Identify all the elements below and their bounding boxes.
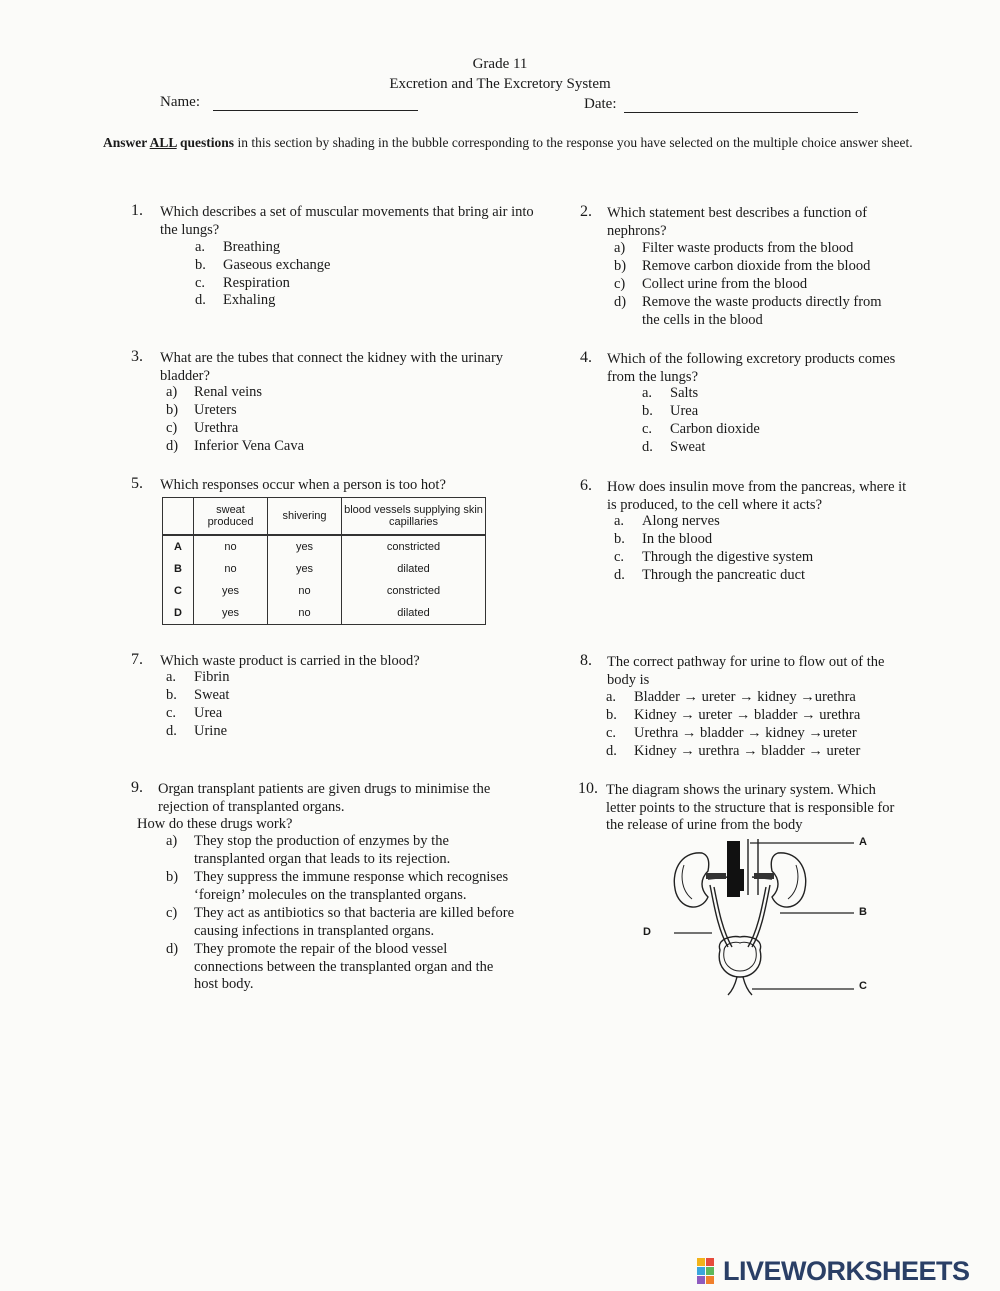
question-text: Which waste product is carried in the blood? — [160, 653, 420, 669]
table-row[interactable] — [163, 535, 486, 558]
table-header-cell — [163, 498, 194, 536]
option[interactable]: b) Remove carbon dioxide from the blood — [614, 258, 871, 274]
option[interactable]: b. In the blood — [614, 531, 713, 547]
question-text: What are the tubes that connect the kidney with the urinary bladder? — [160, 350, 504, 384]
option[interactable]: d. Urine — [166, 723, 228, 739]
urinary-system-diagram — [640, 835, 880, 1000]
table-cell: yes — [268, 558, 342, 580]
question-number: 9. — [131, 779, 143, 796]
option-continuation: transplanted organ that leads to its rejection. — [194, 851, 451, 867]
option[interactable]: c) Urethra — [166, 420, 239, 436]
option[interactable]: b. Kidney → ureter → bladder → urethra — [606, 707, 861, 723]
option-continuation: ‘foreign’ molecules on the transplanted organs. — [194, 887, 467, 903]
question-text: How does insulin move from the pancreas, where it is produced, to the cell where it acts? — [607, 479, 907, 513]
name-field[interactable] — [213, 110, 418, 111]
diagram-label-c: C — [859, 980, 867, 992]
option[interactable]: d. Exhaling — [195, 292, 276, 308]
question-text: The correct pathway for urine to flow out of the body is — [607, 654, 885, 688]
option[interactable]: c. Urea — [166, 705, 223, 721]
option[interactable]: d. Sweat — [642, 439, 706, 455]
question-text: Organ transplant patients are given drugs to minimise the rejection of transplanted organs. — [158, 781, 491, 815]
option[interactable]: c. Carbon dioxide — [642, 421, 760, 437]
question-text: Which statement best describes a function of nephrons? — [607, 205, 868, 239]
table-cell: yes — [194, 602, 268, 625]
diagram-label-a: A — [859, 836, 867, 848]
option[interactable]: a) Filter waste products from the blood — [614, 240, 854, 256]
option-continuation: causing infections in transplanted organs. — [194, 923, 435, 939]
question-text: Which of the following excretory products comes from the lungs? — [607, 351, 896, 385]
table-cell: dilated — [342, 558, 486, 580]
question-number: 3. — [131, 348, 143, 365]
option[interactable]: c. Through the digestive system — [614, 549, 814, 565]
question-text: Which responses occur when a person is too hot? — [160, 477, 446, 493]
option[interactable]: a) Renal veins — [166, 384, 263, 400]
question-number: 4. — [580, 349, 592, 366]
option[interactable]: b) Ureters — [166, 402, 237, 418]
option[interactable]: d) Inferior Vena Cava — [166, 438, 305, 454]
instructions: Answer ALL questions in this section by shading in the bubble corresponding to the response you have selected on the multiple choice answer sheet. — [103, 135, 913, 150]
option[interactable]: b) They suppress the immune response which recognises — [166, 869, 509, 885]
liveworksheets-logo — [697, 1256, 970, 1286]
table-cell: yes — [194, 580, 268, 602]
option[interactable]: b. Gaseous exchange — [195, 257, 331, 273]
option-continuation: host body. — [194, 976, 254, 992]
table-cell: no — [268, 580, 342, 602]
option[interactable]: b. Urea — [642, 403, 699, 419]
table-cell: dilated — [342, 602, 486, 625]
diagram-label-b: B — [859, 906, 867, 918]
question-number: 2. — [580, 203, 592, 220]
option[interactable]: a. Breathing — [195, 239, 281, 255]
option[interactable]: c. Respiration — [195, 275, 290, 291]
question-number: 1. — [131, 202, 143, 219]
question-text: The diagram shows the urinary system. Which letter points to the structure that is responsible for the release of urine from the body — [606, 782, 895, 833]
table-cell: yes — [268, 535, 342, 558]
table-header-cell: shivering — [268, 498, 342, 536]
table-cell: no — [194, 535, 268, 558]
option[interactable]: c) Collect urine from the blood — [614, 276, 808, 292]
option[interactable]: d. Kidney → urethra → bladder → ureter — [606, 743, 861, 759]
option[interactable]: c. Urethra → bladder → kidney →ureter — [606, 725, 857, 741]
option[interactable]: a. Along nerves — [614, 513, 720, 529]
table-row[interactable] — [163, 558, 486, 580]
table-cell: no — [194, 558, 268, 580]
table-cell: no — [268, 602, 342, 625]
question-subtext: How do these drugs work? — [137, 816, 293, 832]
option[interactable]: d. Through the pancreatic duct — [614, 567, 806, 583]
logo-mark-icon — [697, 1258, 723, 1284]
table-row[interactable] — [163, 602, 486, 625]
option[interactable]: b. Sweat — [166, 687, 230, 703]
worksheet-title: Excretion and The Excretory System — [389, 76, 611, 92]
responses-table — [162, 497, 486, 625]
table-header-cell: sweat produced — [194, 498, 268, 536]
row-letter: B — [163, 558, 194, 580]
logo-text: LIVEWORKSHEETS — [723, 1255, 970, 1286]
question-number: 5. — [131, 475, 143, 492]
row-letter: A — [163, 535, 194, 558]
question-number: 6. — [580, 477, 592, 494]
table-cell: constricted — [342, 580, 486, 602]
question-number: 7. — [131, 651, 143, 668]
table-row[interactable] — [163, 580, 486, 602]
name-label: Name: — [160, 94, 200, 110]
option[interactable]: d) Remove the waste products directly from — [614, 294, 882, 310]
date-field[interactable] — [624, 112, 858, 113]
option-continuation: connections between the transplanted organ and the — [194, 959, 494, 975]
option[interactable]: d) They promote the repair of the blood vessel — [166, 941, 448, 957]
diagram-label-d: D — [643, 926, 651, 938]
date-label: Date: — [584, 96, 617, 112]
option[interactable]: a. Fibrin — [166, 669, 230, 685]
question-number: 8. — [580, 652, 592, 669]
table-header-cell: blood vessels supplying skin capillaries — [342, 498, 486, 536]
question-number: 10. — [578, 780, 598, 797]
option[interactable]: a. Salts — [642, 385, 699, 401]
question-text: Which describes a set of muscular movements that bring air into the lungs? — [160, 204, 534, 238]
option[interactable]: a) They stop the production of enzymes by the — [166, 833, 449, 849]
option-continuation: the cells in the blood — [642, 312, 763, 328]
table-cell: constricted — [342, 535, 486, 558]
row-letter: C — [163, 580, 194, 602]
option[interactable]: c) They act as antibiotics so that bacteria are killed before — [166, 905, 515, 921]
row-letter: D — [163, 602, 194, 625]
grade-heading: Grade 11 — [472, 56, 528, 72]
option[interactable]: a. Bladder → ureter → kidney →urethra — [606, 689, 856, 705]
